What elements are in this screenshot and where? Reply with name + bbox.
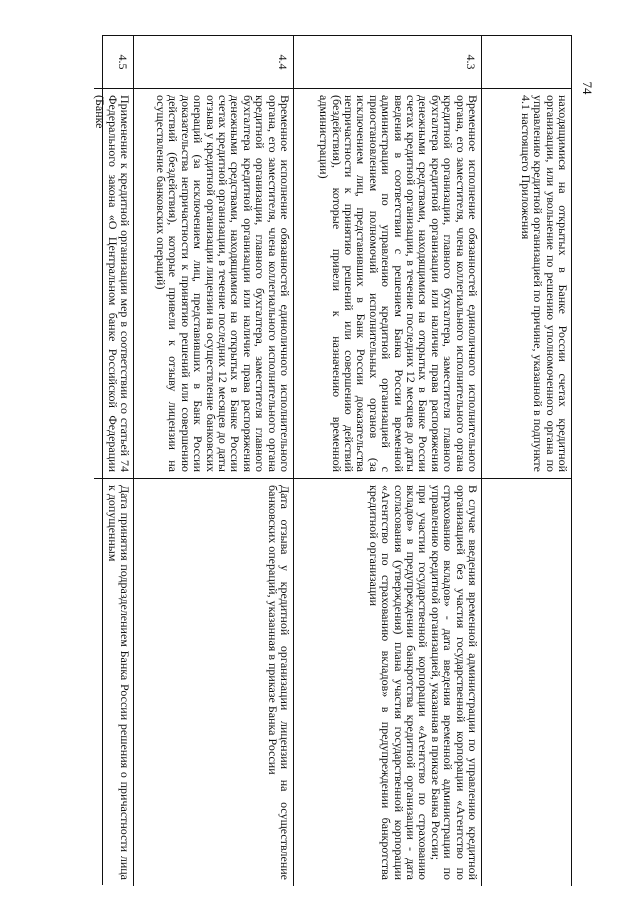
table-row	[134, 36, 294, 886]
description-cell: Временное исполнение обязанностей единоличного исполнительного органа, его заместителя, члена коллегиального исполнительного органа кредитной организации, главного бухгалтера, заместителя главного бухгалтера кредитной организации или наличие права распоряжения денежными средствами, находящимися на открытых в Банке России счетах кредитной организации, в течение последних 12 месяцев до даты введения в соответствии с решением Банка России временной администрации по управлению кредитной организацией с приостановлением полномочий исполнительных органов (за исключением лиц, представивших в Банк России доказательства непричастности к принятию решений или совершению действий (бездействия), которые привели к назначению временной администрации)	[294, 88, 481, 478]
date-cell	[482, 478, 571, 886]
table-row	[294, 36, 482, 886]
row-number: 4.5	[116, 54, 130, 70]
date-cell: Дата принятия подразделением Банка России решения о причастности лица к допущенным	[94, 478, 133, 886]
table-row-continuation	[482, 36, 572, 886]
description-cell: Временное исполнение обязанностей единоличного исполнительного органа, его заместителя, члена коллегиального исполнительного органа кредитной организации, главного бухгалтера, заместителя главного бухгалтера кредитной организации или наличие права распоряжения денежными средствами, находящимися на открытых в Банке России счетах кредитной организации, в течение последних 12 месяцев до даты отзыва у кредитной организации лицензии на осуществление банковских операций (за исключением лиц, представивших в Банк России доказательства непричастности к принятию решений или совершению действий (бездействия), которые привели к отзыву лицензии на осуществление банковских операций)	[134, 88, 293, 478]
criteria-table	[93, 35, 572, 885]
date-text-part-2: при участии государственной корпорации «Агентство по страхованию вкладов» в предупреждении банкротства кредитной организации - дата согласования (утверждения) плана участия государственной корпорации «Агентство по страхованию вкладов» в предупреждении банкротства кредитной организации	[366, 485, 431, 880]
row-number: 4.3	[464, 54, 478, 70]
table-row	[94, 36, 134, 886]
date-cell: Дата отзыва у кредитной организации лицензии на осуществление банковских операций, указанная в приказе Банка России	[134, 478, 293, 886]
description-cell: Применение к кредитной организации мер в соответствии со статьей 74 Федерального закона «О Центральном банке Российской Федерации (Банке	[94, 88, 133, 478]
rotated-page-area	[93, 35, 572, 885]
date-cell	[294, 478, 481, 886]
description-cell: находящимися на открытых в Банке России счетах кредитной организации, или увольнение по решению уполномоченного органа по управлению кредитной организацией по причине, указанной в подпункте 4.1 настоящего Приложения	[482, 88, 571, 478]
row-number: 4.4	[276, 54, 290, 70]
date-text-part-1: В случае введения временной администрации по управлению кредитной организацией без участия государственной корпорации «Агентство по страхованию вкладов» - дата введения временной администрации по управлению кредитной организацией, указанная в приказе Банка России;	[428, 485, 480, 880]
number-cell	[482, 36, 571, 88]
page-number: 74	[580, 81, 595, 95]
